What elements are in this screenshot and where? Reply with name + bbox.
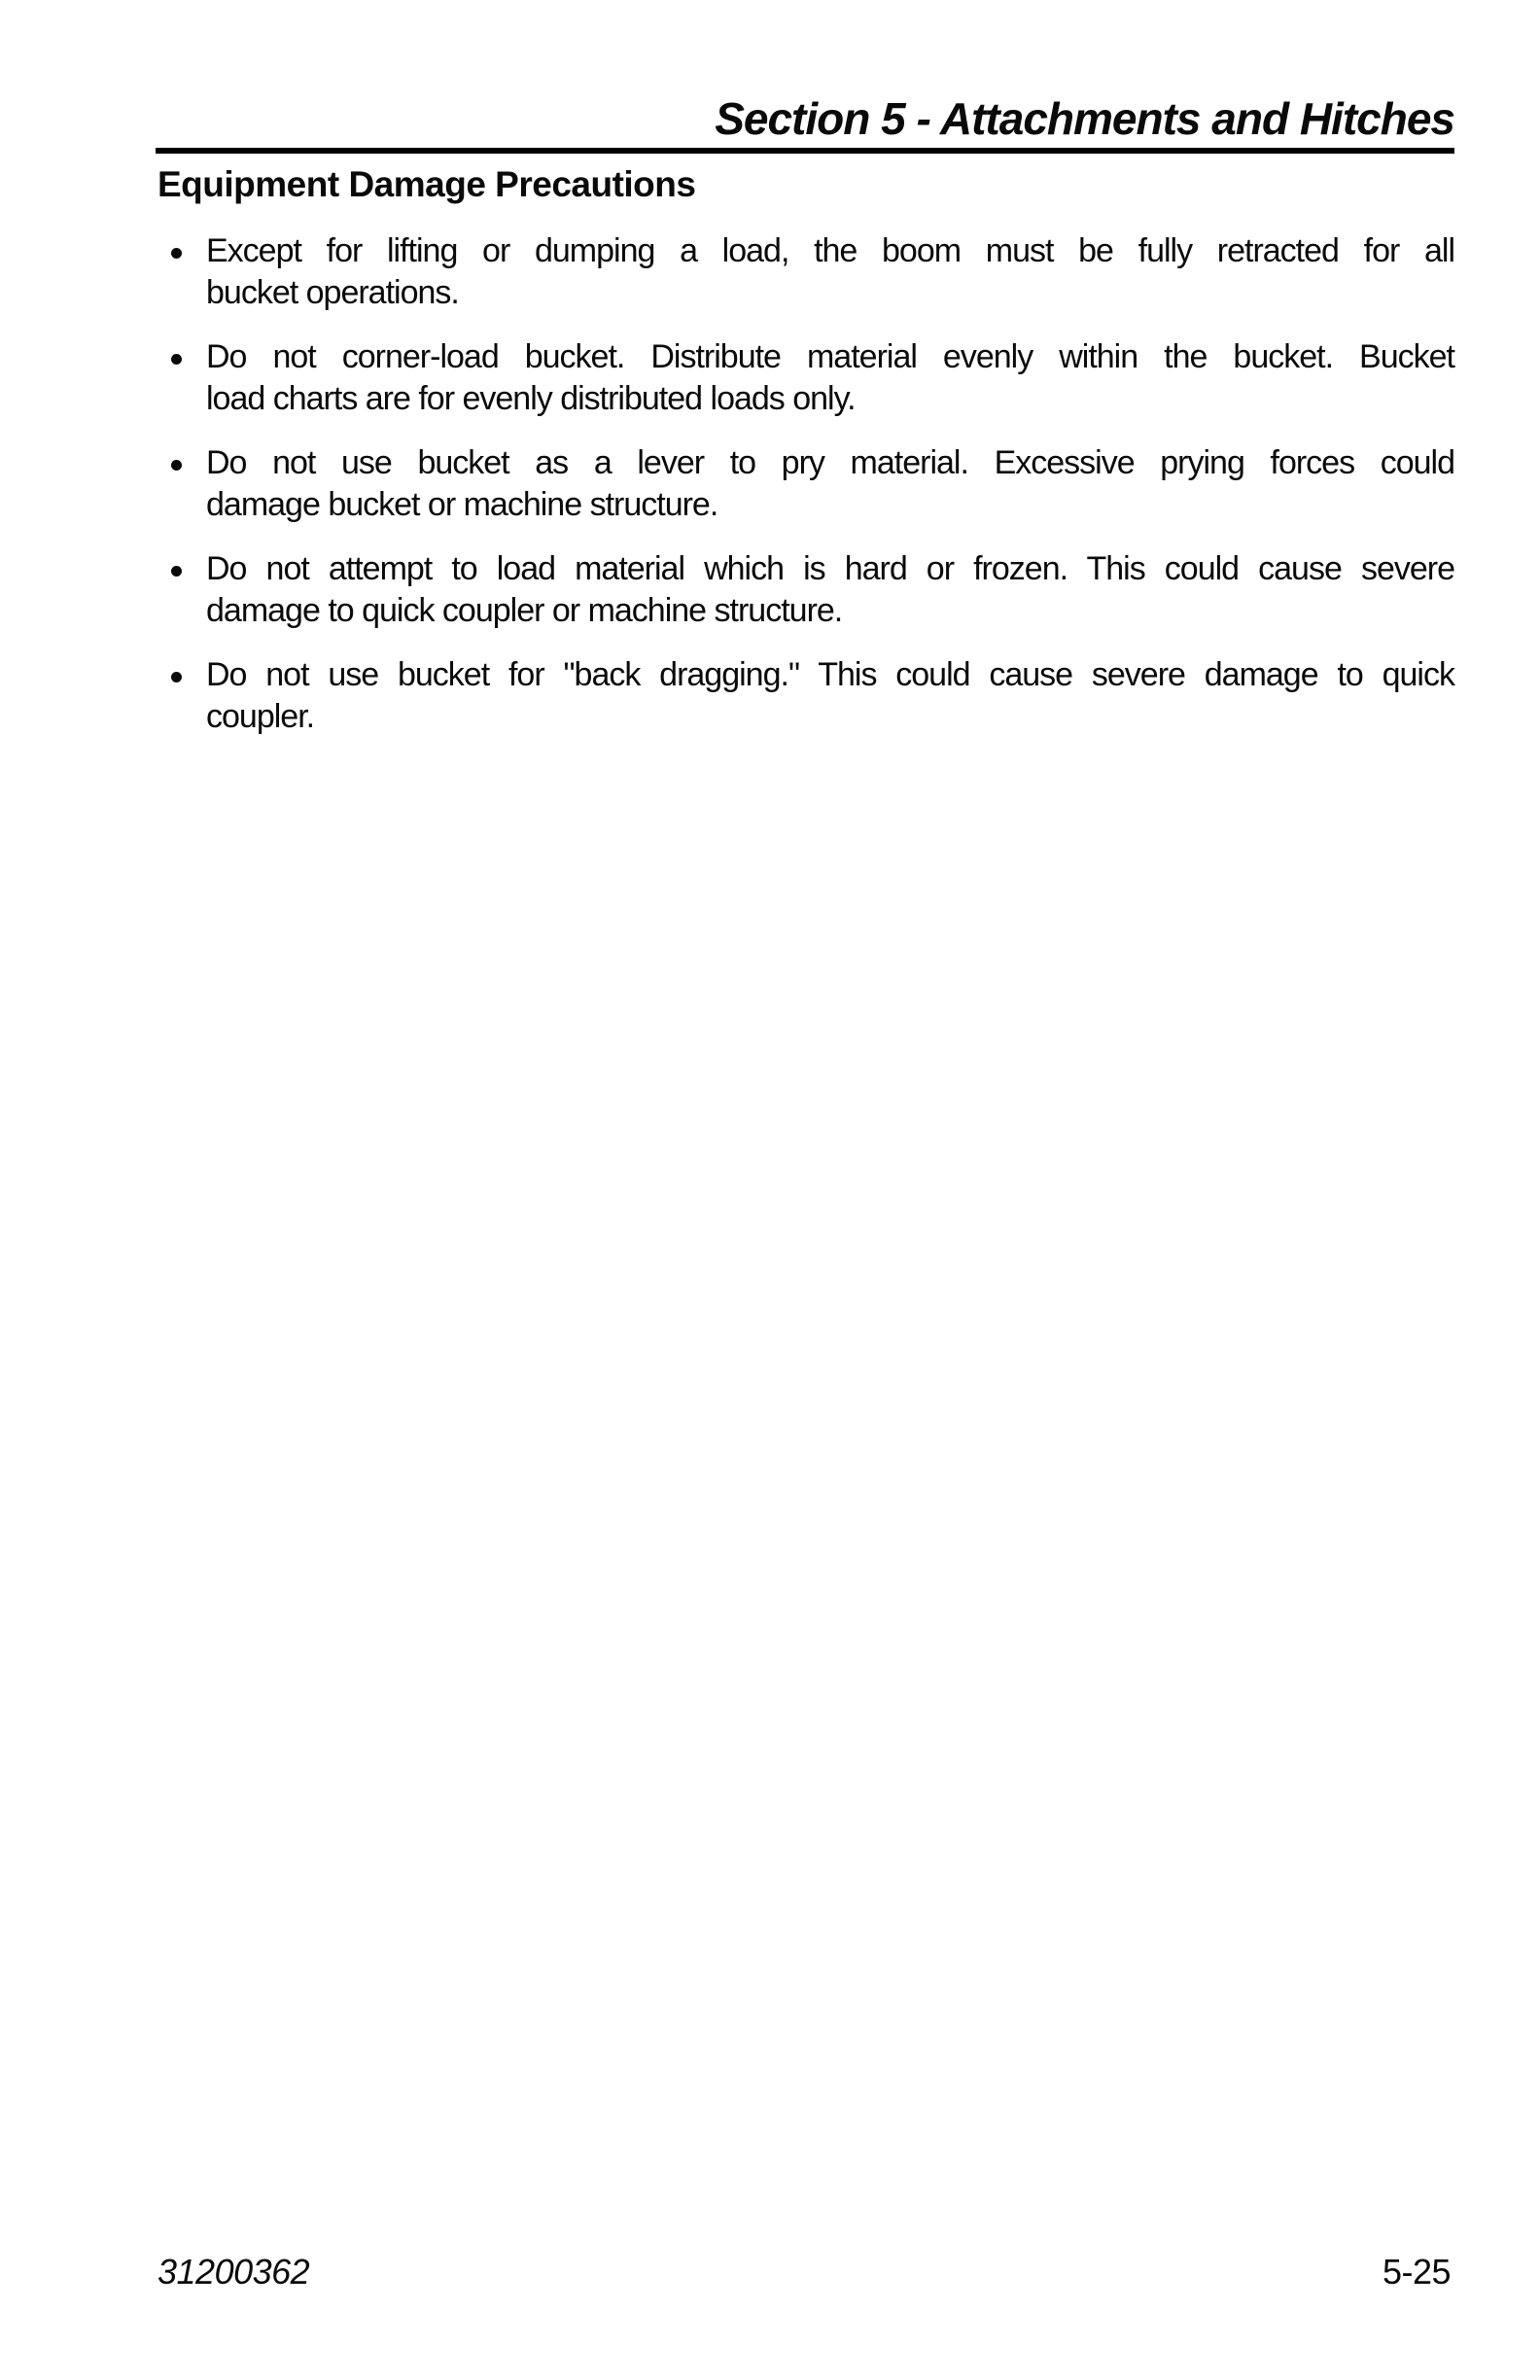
bullet-line: bucket operations. [206,274,459,311]
bullet-line: Do not use bucket for "back dragging." This could cause severe damage to quick [206,656,1454,693]
bullet-line: coupler. [206,698,315,735]
bullet-text [206,654,1454,738]
bullet-line: Do not attempt to load material which is hard or frozen. This could cause severe [206,550,1454,587]
bullet-text [206,336,1454,420]
bullet-dot-icon [171,566,182,577]
bullet-dot-icon [171,354,182,365]
footer-manual-number: 31200362 [158,2252,310,2292]
list-item [158,230,1454,314]
bullet-line: Do not use bucket as a lever to pry material. Excessive prying forces could [206,444,1454,481]
bullet-dot-icon [171,460,182,471]
header-rule-divider [156,148,1454,154]
bullet-text [206,442,1454,526]
page-header-title: Section 5 - Attachments and Hitches [715,93,1454,144]
bullet-list [158,230,1454,760]
list-item [158,654,1454,738]
bullet-dot-icon [171,248,182,259]
bullet-dot-icon [171,672,182,682]
bullet-line: Do not corner-load bucket. Distribute material evenly within the bucket. Bucket [206,338,1454,375]
footer-page-number: 5-25 [1382,2252,1451,2292]
bullet-line: damage to quick coupler or machine structure. [206,592,843,629]
section-heading: Equipment Damage Precautions [158,164,696,204]
list-item [158,548,1454,632]
list-item [158,442,1454,526]
bullet-text [206,548,1454,632]
bullet-line: Except for lifting or dumping a load, the boom must be fully retracted for all [206,232,1454,269]
bullet-line: load charts are for evenly distributed loads only. [206,380,856,417]
bullet-text [206,230,1454,314]
bullet-line: damage bucket or machine structure. [206,486,718,523]
list-item [158,336,1454,420]
